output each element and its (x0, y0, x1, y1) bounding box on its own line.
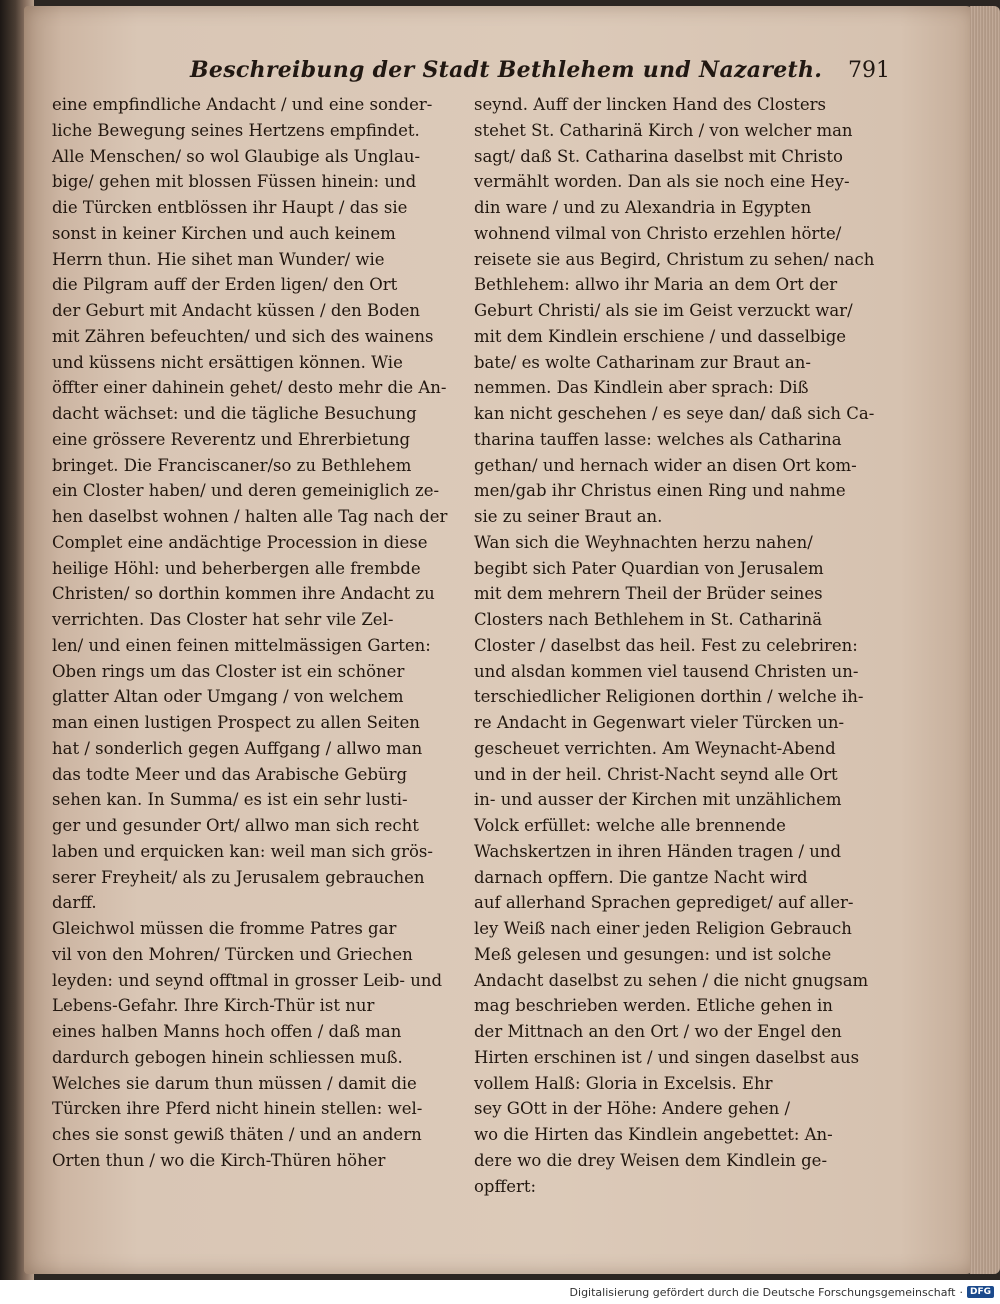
text-line: und in der heil. Christ-Nacht seynd alle Ort (474, 764, 838, 784)
text-line: man einen lustigen Prospect zu allen Seiten (52, 713, 420, 732)
text-line: hat / sonderlich gegen Auffgang / allwo man (52, 738, 423, 758)
text-line: Complet eine andächtige Procession in diese (52, 532, 428, 552)
text-line: Welches sie darum thun müssen / damit die (52, 1073, 417, 1093)
text-line: sagt/ daß St. Catharina daselbst mit Christo (474, 146, 843, 166)
running-title: Beschreibung der Stadt Bethlehem und Nazareth. (190, 57, 823, 83)
text-line: Oben rings um das Closter ist ein schöner (52, 661, 405, 681)
text-line: heilige Höhl: und beherbergen alle frembde (52, 558, 421, 578)
text-line: gethan/ und hernach wider an disen Ort kom- (474, 455, 857, 475)
text-line: die Türcken entblössen ihr Haupt / das sie (52, 198, 408, 217)
text-line: bringet. Die Franciscaner/so zu Bethlehem (52, 455, 412, 475)
text-line: len/ und einen feinen mittelmässigen Garten: (52, 635, 431, 655)
page-edge (970, 6, 1000, 1274)
text-line: tharina tauffen lasse: welches als Catharina (474, 429, 842, 449)
text-line: mit dem mehrern Theil der Brüder seines (474, 584, 823, 604)
text-line: ger und gesunder Ort/ allwo man sich recht (52, 816, 419, 835)
text-line: din ware / und zu Alexandria in Egypten (474, 198, 812, 217)
text-line: Closter / daselbst das heil. Fest zu celebriren: (474, 635, 858, 655)
text-line: ches sie sonst gewiß thäten / und an andern (52, 1125, 422, 1144)
footer (0, 1280, 1000, 1304)
text-line: Türcken ihre Pferd nicht hinein stellen: wel- (52, 1099, 423, 1119)
text-line: Wachskertzen in ihren Händen tragen / und (474, 841, 842, 861)
text-line: Andacht daselbst zu sehen / die nicht gnugsam (474, 970, 869, 990)
text-line: sey GOtt in der Höhe: Andere gehen / (474, 1099, 791, 1119)
text-line: dardurch gebogen hinein schliessen muß. (52, 1047, 403, 1067)
text-line: Alle Menschen/ so wol Glaubige als Unglau- (52, 146, 421, 166)
text-line: Geburt Christi/ als sie im Geist verzuckt war/ (474, 301, 853, 320)
text-line: re Andacht in Gegenwart vieler Türcken un- (474, 713, 845, 732)
text-line: und alsdan kommen viel tausend Christen un- (474, 661, 859, 681)
text-line: mit dem Kindlein erschiene / und dasselbige (474, 326, 847, 346)
text-line: leyden: und seynd offtmal in grosser Leib- und (52, 970, 443, 990)
text-line: das todte Meer und das Arabische Gebürg (52, 764, 408, 784)
text-line: Herrn thun. Hie sihet man Wunder/ wie (52, 249, 385, 269)
text-line: die Pilgram auff der Erden ligen/ den Ort (52, 275, 398, 295)
text-line: Wan sich die Weyhnachten herzu nahen/ (474, 532, 813, 552)
text-line: seynd. Auff der lincken Hand des Closters (474, 95, 827, 114)
text-line: hen daselbst wohnen / halten alle Tag nach der (52, 507, 448, 526)
text-line: opffert: (474, 1176, 537, 1196)
text-line: sehen kan. In Summa/ es ist ein sehr lusti- (52, 790, 408, 810)
text-line: Hirten erschinen ist / und singen daselbst aus (474, 1047, 860, 1067)
text-line: serer Freyheit/ als zu Jerusalem gebrauchen (52, 867, 425, 887)
text-line: Orten thun / wo die Kirch-Thüren höher (52, 1150, 386, 1170)
text-line: nemmen. Das Kindlein aber sprach: Diß (474, 378, 809, 398)
text-line: Lebens-Gefahr. Ihre Kirch-Thür ist nur (52, 996, 375, 1016)
text-line: Christen/ so dorthin kommen ihre Andacht zu (52, 584, 435, 604)
footer-separator: · (959, 1285, 963, 1299)
page-number: 791 (848, 57, 890, 83)
text-line: glatter Altan oder Umgang / von welchem (52, 687, 404, 707)
text-line: liche Bewegung seines Hertzens empfindet. (52, 120, 420, 140)
text-line: bate/ es wolte Catharinam zur Braut an- (474, 352, 811, 372)
text-line: wo die Hirten das Kindlein angebettet: An- (474, 1125, 833, 1144)
text-line: und küssens nicht ersättigen können. Wie (52, 352, 403, 372)
running-head (190, 50, 890, 90)
text-line: Gleichwol müssen die fromme Patres gar (52, 919, 397, 938)
right-column (474, 92, 879, 1199)
text-line: eines halben Manns hoch offen / daß man (52, 1022, 402, 1041)
text-line: ley Weiß nach einer jeden Religion Gebrauch (474, 919, 852, 938)
text-line: reisete sie aus Begird, Christum zu sehen/ nach (474, 249, 875, 269)
text-line: wohnend vilmal von Christo erzehlen hörte/ (474, 223, 842, 243)
text-line: men/gab ihr Christus einen Ring und nahme (474, 481, 846, 501)
text-line: stehet St. Catharinä Kirch / von welcher man (474, 120, 853, 140)
text-line: eine empfindliche Andacht / und eine sonder- (52, 95, 433, 114)
text-line: sonst in keiner Kirchen und auch keinem (52, 223, 396, 243)
text-line: dere wo die drey Weisen dem Kindlein ge- (474, 1150, 828, 1170)
text-line: gescheuet verrichten. Am Weynacht-Abend (474, 738, 836, 758)
text-line: vil von den Mohren/ Türcken und Griechen (52, 944, 413, 964)
text-line: öffter einer dahinein gehet/ desto mehr die An- (52, 378, 447, 398)
text-line: der Mittnach an den Ort / wo der Engel den (474, 1022, 842, 1041)
text-line: in- und ausser der Kirchen mit unzählichem (474, 790, 842, 810)
text-line: vollem Halß: Gloria in Excelsis. Ehr (474, 1073, 773, 1093)
text-line: mit Zähren befeuchten/ und sich des wainens (52, 326, 434, 346)
text-line: Meß gelesen und gesungen: und ist solche (474, 944, 832, 964)
text-line: terschiedlicher Religionen dorthin / welche ih- (474, 687, 864, 707)
text-line: auf allerhand Sprachen geprediget/ auf aller- (474, 893, 854, 913)
text-line: kan nicht geschehen / es seye dan/ daß sich Ca- (474, 404, 875, 423)
dfg-logo: DFG (967, 1286, 994, 1298)
text-line: eine grössere Reverentz und Ehrerbietung (52, 429, 411, 449)
text-line: verrichten. Das Closter hat sehr vile Zel- (52, 610, 394, 629)
text-line: dacht wächset: und die tägliche Besuchung (52, 404, 417, 423)
left-column (52, 92, 457, 1174)
text-line: vermählt worden. Dan als sie noch eine Hey- (474, 172, 850, 192)
text-line: darnach opffern. Die gantze Nacht wird (474, 867, 808, 887)
text-line: laben und erquicken kan: weil man sich grös- (52, 841, 433, 861)
text-line: ein Closter haben/ und deren gemeiniglich ze- (52, 481, 440, 501)
text-line: der Geburt mit Andacht küssen / den Boden (52, 301, 421, 320)
text-line: bige/ gehen mit blossen Füssen hinein: und (52, 172, 417, 192)
text-line: Closters nach Bethlehem in St. Catharinä (474, 610, 823, 629)
text-line: Bethlehem: allwo ihr Maria an dem Ort der (474, 275, 838, 295)
text-line: Volck erfüllet: welche alle brennende (474, 816, 786, 835)
footer-credit: Digitalisierung gefördert durch die Deutsche Forschungsgemeinschaft (569, 1285, 956, 1299)
text-line: begibt sich Pater Quardian von Jerusalem (474, 558, 824, 578)
text-line: sie zu seiner Braut an. (474, 507, 663, 526)
text-line: mag beschrieben werden. Etliche gehen in (474, 996, 833, 1016)
text-line: darff. (52, 893, 97, 913)
